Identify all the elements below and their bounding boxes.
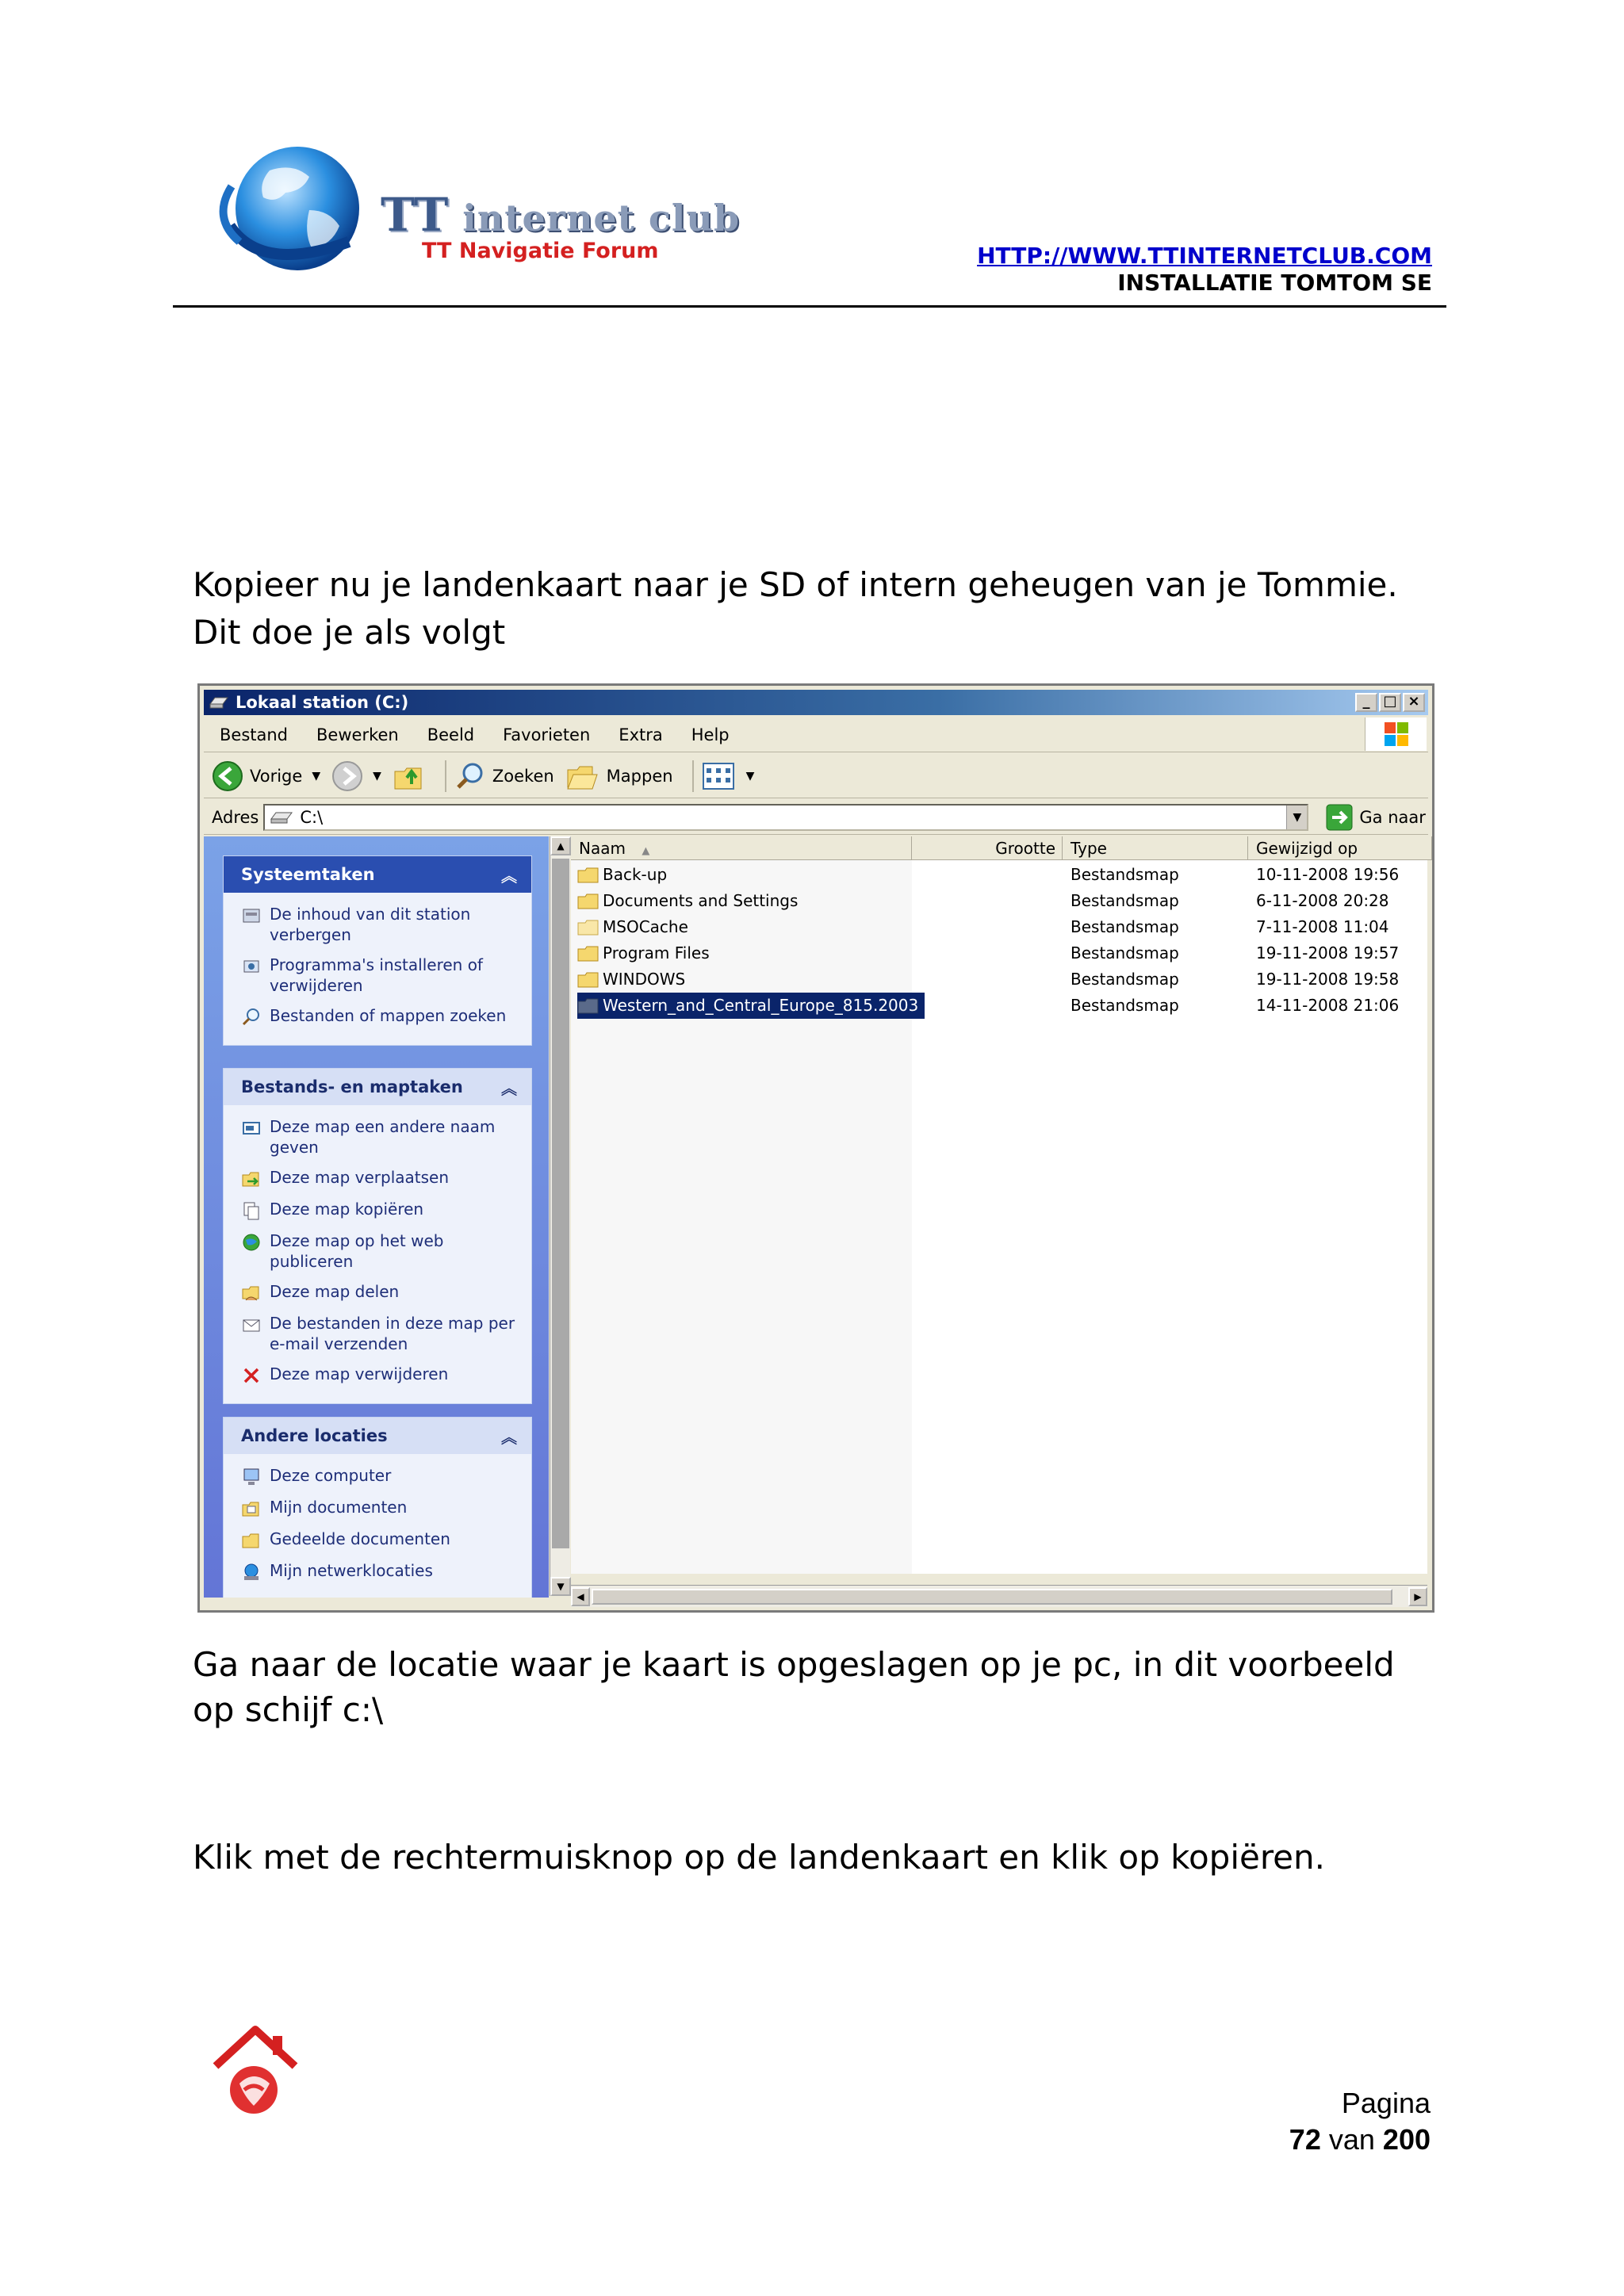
file-list [571,836,1427,1574]
back-dropdown-icon[interactable]: ▼ [312,769,321,783]
task-copy-folder[interactable]: Deze map kopiëren [241,1199,523,1221]
go-button[interactable]: Ga naar [1326,804,1426,831]
back-arrow-icon [212,760,243,792]
task-search-files[interactable]: Bestanden of mappen zoeken [241,1005,523,1027]
page-number [1289,2085,1431,2158]
collapse-chevron-icon[interactable]: ︽ [501,1078,517,1098]
link-my-computer[interactable]: Deze computer [241,1465,523,1487]
task-pane [204,836,549,1598]
rename-icon [241,1118,262,1138]
folder-icon [577,971,599,989]
menu-bestand[interactable]: Bestand [220,725,289,744]
folder-icon [577,867,599,884]
panel-system-header[interactable]: Systeemtaken ︽ [224,856,531,893]
document-title: INSTALLATIE TOMTOM SE [1117,270,1432,296]
search-button[interactable]: Zoeken [454,760,554,792]
maximize-button[interactable]: □ [1379,693,1401,712]
address-value: C:\ [300,807,324,827]
folder-icon [577,945,599,962]
site-url-link[interactable]: HTTP://WWW.TTINTERNETCLUB.COM [977,243,1432,269]
globe-icon [241,1232,262,1253]
scroll-down-icon[interactable]: ▼ [550,1577,571,1596]
address-bar [204,800,1428,835]
column-modified[interactable]: Gewijzigd op [1248,836,1432,860]
scroll-thumb[interactable] [552,859,569,1548]
panel-file-tasks [223,1068,532,1404]
scroll-left-icon[interactable]: ◀ [571,1587,590,1606]
drive-icon [270,809,293,825]
explorer-window [197,683,1434,1613]
file-row[interactable]: Back-up Bestandsmap 10-11-2008 19:56 [571,862,1427,888]
close-button[interactable]: × [1403,693,1425,712]
panel-other-header[interactable]: Andere locaties ︽ [224,1418,531,1454]
forward-arrow-icon [331,760,363,792]
brand-tt: TT [381,188,450,242]
menu-beeld[interactable]: Beeld [427,725,475,744]
move-folder-icon [241,1169,262,1189]
column-type[interactable]: Type [1063,836,1248,860]
panel-other-places [223,1417,532,1598]
views-dropdown-icon[interactable]: ▼ [745,769,755,783]
menu-favorieten[interactable]: Favorieten [503,725,591,744]
task-delete-folder[interactable]: Deze map verwijderen [241,1364,523,1386]
link-network-places[interactable]: Mijn netwerklocaties [241,1560,523,1582]
task-share-folder[interactable]: Deze map delen [241,1281,523,1303]
globe-icon [214,139,373,281]
menu-help[interactable]: Help [691,725,730,744]
sort-ascending-icon: ▲ [642,845,650,857]
task-move-folder[interactable]: Deze map verplaatsen [241,1167,523,1189]
file-row[interactable]: Program Files Bestandsmap 19-11-2008 19:57 [571,940,1427,966]
intro-line-2: Dit doe je als volgt [193,613,506,652]
collapse-chevron-icon[interactable]: ︽ [501,1427,517,1447]
page-of: van [1328,2123,1375,2156]
folder-icon [577,893,599,910]
folder-icon [241,1530,262,1551]
intro-line-1: Kopieer nu je landenkaart naar je SD of intern geheugen van je Tommie. [193,565,1398,604]
delete-icon [241,1365,262,1386]
minimize-button[interactable]: _ [1355,693,1377,712]
address-label: Adres [212,807,259,827]
collapse-chevron-icon[interactable]: ︽ [501,866,517,886]
drive-icon [209,695,229,710]
network-icon [241,1562,262,1582]
page-total: 200 [1382,2123,1431,2156]
panel-file-header[interactable]: Bestands- en maptaken ︽ [224,1069,531,1105]
column-name[interactable]: Naam ▲ [571,836,912,860]
views-icon [702,762,737,790]
copy-icon [241,1200,262,1221]
task-publish-web[interactable]: Deze map op het web publiceren [241,1230,523,1272]
file-row[interactable]: MSOCache Bestandsmap 7-11-2008 11:04 [571,914,1427,940]
folder-up-icon [393,760,426,792]
forward-dropdown-icon[interactable]: ▼ [373,769,381,783]
page-label: Pagina [1341,2087,1431,2119]
folders-icon [565,760,600,792]
brand-name: internet club [462,197,741,239]
home-logo-icon [208,2020,303,2123]
file-row-selected[interactable]: Western_and_Central_Europe_815.2003 Bestandsmap 14-11-2008 21:06 [571,993,1427,1019]
step-text-line-2: op schijf c:\ [193,1690,384,1729]
toolbar [204,754,1428,798]
address-dropdown-button[interactable]: ▼ [1286,806,1307,829]
file-row[interactable]: Documents and Settings Bestandsmap 6-11-2008 20:28 [571,888,1427,914]
email-icon [241,1314,262,1335]
hide-drive-icon [241,905,262,926]
step-text-line-1: Ga naar de locatie waar je kaart is opgeslagen op je pc, in dit voorbeeld [193,1645,1395,1684]
page-current: 72 [1289,2123,1321,2156]
folder-icon [577,919,599,936]
task-pane-scrollbar[interactable] [550,836,570,1596]
header-divider [173,305,1446,308]
menu-bewerken[interactable]: Bewerken [316,725,399,744]
window-titlebar[interactable] [204,690,1428,715]
scroll-right-icon[interactable]: ▶ [1408,1587,1427,1606]
folder-icon [577,997,599,1015]
share-folder-icon [241,1283,262,1303]
views-button[interactable] [702,762,755,790]
link-shared-documents[interactable]: Gedeelde documenten [241,1529,523,1551]
file-list-hscrollbar[interactable] [571,1585,1427,1607]
link-my-documents[interactable]: Mijn documenten [241,1497,523,1519]
address-input[interactable] [263,804,1308,831]
step-text-copy: Klik met de rechtermuisknop op de landenkaart en klik op kopiëren. [193,1838,1325,1877]
menu-bar [204,718,1428,752]
column-size[interactable]: Grootte [912,836,1063,860]
documents-folder-icon [241,1498,262,1519]
computer-icon [241,1467,262,1487]
site-logo [214,139,741,281]
windows-flag-icon [1365,718,1427,751]
task-rename-folder[interactable]: Deze map een andere naam geven [241,1116,523,1158]
task-add-remove-programs[interactable]: Programma's installeren of verwijderen [241,955,523,996]
task-email-files[interactable]: De bestanden in deze map per e-mail verzenden [241,1313,523,1354]
search-icon [454,760,486,792]
brand-tagline: TT Navigatie Forum [422,239,659,263]
back-button[interactable]: Vorige ▼ [212,760,320,792]
forward-button[interactable] [331,760,381,792]
search-icon [241,1007,262,1027]
folders-button[interactable]: Mappen [565,760,673,792]
up-folder-button[interactable] [393,760,426,792]
go-arrow-icon [1326,804,1353,831]
scroll-up-icon[interactable]: ▲ [550,836,571,855]
panel-system-tasks [223,855,532,1046]
menu-extra[interactable]: Extra [619,725,663,744]
task-hide-drive[interactable]: De inhoud van dit station verbergen [241,904,523,945]
window-title: Lokaal station (C:) [236,693,409,712]
programs-icon [241,956,262,977]
file-row[interactable]: WINDOWS Bestandsmap 19-11-2008 19:58 [571,966,1427,993]
hscroll-thumb[interactable] [592,1589,1392,1605]
